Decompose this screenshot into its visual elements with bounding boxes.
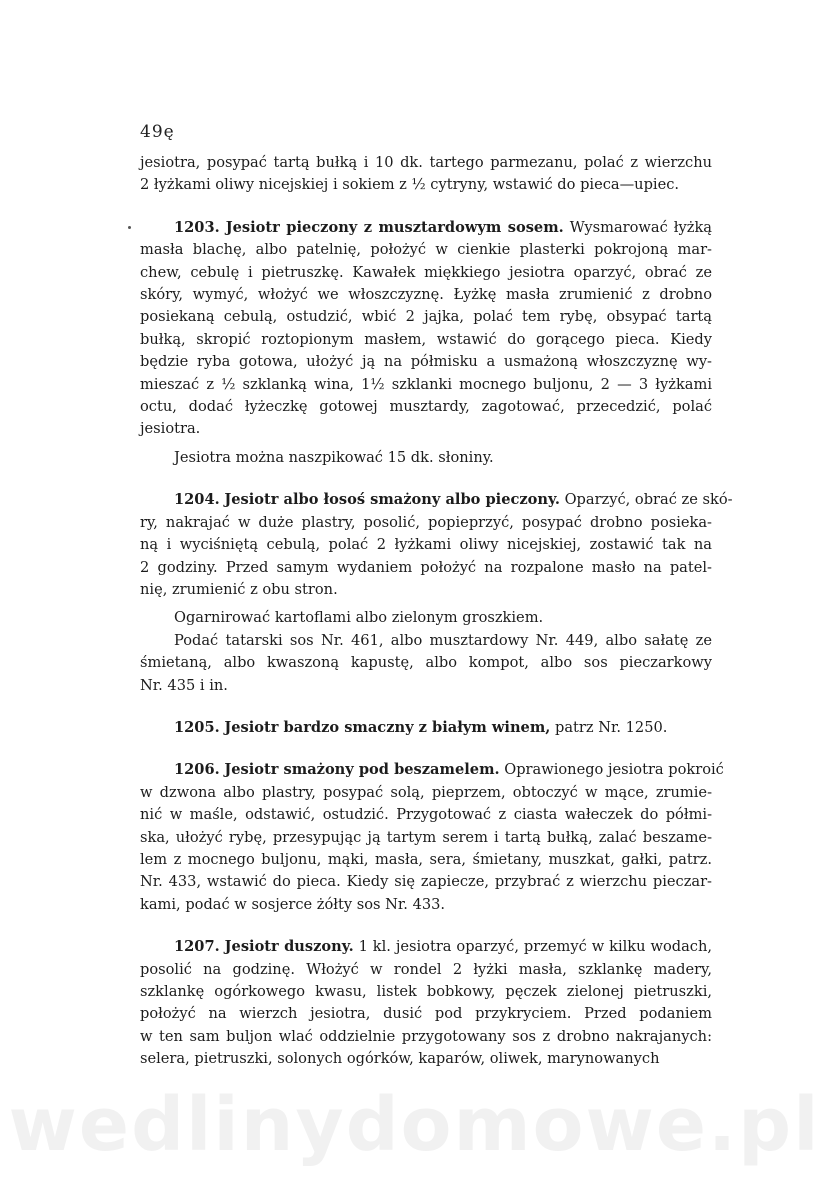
recipe-heading-line [140,936,712,958]
text-line: selera, pietruszki, solonych ogórków, kaparów, oliwek, marynowanych [140,1050,660,1068]
text-line: mieszać z ½ szklanką wina, 1½ szklanki mocnego buljonu, 2 — 3 łyżkami [140,375,712,393]
recipe-1206 [140,759,724,916]
recipe-title: Jesiotr pieczony z musztardowym sosem. [225,218,564,236]
recipe-note [140,607,712,697]
continuation-paragraph [140,152,712,197]
recipe-title: Jesiotr albo łosoś smażony albo pieczony. [224,491,560,509]
text-line: skóry, wymyć, włożyć we włoszczyznę. Łyżkę masła zrumienić z drobno [140,286,712,304]
recipe-1205 [140,717,712,739]
text-line: Nr. 435 i in. [140,676,228,694]
recipe-1203 [140,217,712,441]
watermark: wedlinydomowe.pl [8,1082,821,1168]
text-line: położyć na wierzch jesiotra, dusić pod przykryciem. Przed podaniem [140,1005,712,1023]
text-line: 2 godziny. Przed samym wydaniem położyć na rozpalone masło na patel- [140,558,712,576]
text-line: w ten sam buljon wlać oddzielnie przygotowany sos z drobno nakrajanych: [140,1027,712,1045]
recipe-text: patrz Nr. 1250. [555,718,668,736]
text-line: lem z mocnego buljonu, mąki, masła, sera, śmietany, muszkat, gałki, patrz. [140,850,712,868]
text-line: ska, ułożyć rybę, przesypując ją tartym serem i tartą bułką, zalać beszame- [140,828,712,846]
text-line: masła blachę, albo patelnię, położyć w cienkie plasterki pokrojoną mar- [140,241,712,259]
text-line: Jesiotra można naszpikować 15 dk. słoniny. [174,448,494,466]
recipe-heading-line [140,759,724,781]
recipe-text: Oprawionego jesiotra pokroić [504,761,724,779]
text-line: 2 łyżkami oliwy nicejskiej i sokiem z ½ cytryny, wstawić do pieca—upiec. [140,176,680,194]
text-line: ry, nakrajać w duże plastry, posolić, popieprzyć, posypać drobno posieka- [140,513,712,531]
text-line: octu, dodać łyżeczkę gotowej musztardy, zagotować, przecedzić, polać [140,398,712,416]
text-line: Nr. 433, wstawić do pieca. Kiedy się zapiecze, przybrać z wierzchu pieczar- [140,873,712,891]
text-line: jesiotra, posypać tartą bułką i 10 dk. tartego parmezanu, polać z wierzchu [140,154,712,171]
recipe-text: Oparzyć, obrać ze skó- [564,491,733,509]
text-line: chew, cebulę i pietruszkę. Kawałek miękkiego jesiotra oparzyć, obrać ze [140,263,712,281]
recipe-title: Jesiotr duszony. [224,938,354,956]
recipe-number: 1207. [174,938,220,956]
text-line: ną i wyciśniętą cebulą, polać 2 łyżkami oliwy nicejskiej, zostawić tak na [140,536,712,554]
recipe-text: Wysmarować łyżką [569,218,713,236]
recipe-1207 [140,936,712,1070]
text-line: Ogarnirować kartoflami albo zielonym groszkiem. [174,609,544,627]
text-line: posolić na godzinę. Włożyć w rondel 2 łyżki masła, szklankę madery, [140,960,712,978]
recipe-title: Jesiotr bardzo smaczny z białym winem, [224,718,551,736]
text-line: jesiotra. [140,420,201,438]
text-line: w dzwona albo plastry, posypać solą, pieprzem, obtoczyć w mące, zrumie- [140,783,712,801]
recipe-number: 1205. [174,718,220,736]
scan-speck [128,226,131,229]
recipe-number: 1206. [174,761,220,779]
text-line: nię, zrumienić z obu stron. [140,580,338,598]
recipe-title: Jesiotr smażony pod beszamelem. [224,761,500,779]
page-content [140,152,733,1071]
text-line: kami, podać w sosjerce żółty sos Nr. 433. [140,895,446,913]
text-line: śmietaną, albo kwaszoną kapustę, albo kompot, albo sos pieczarkowy [140,654,712,672]
text-line: Podać tatarski sos Nr. 461, albo musztardowy Nr. 449, albo sałatę ze [174,631,712,649]
recipe-number: 1204. [174,491,220,509]
recipe-1204 [140,489,733,601]
recipe-heading-line [140,717,712,739]
recipe-heading-line [140,217,712,239]
recipe-heading-line [140,489,733,511]
recipe-list [140,217,733,1071]
text-line: posiekaną cebulą, ostudzić, wbić 2 jajka, polać tem rybę, obsypać tartą [140,308,712,326]
recipe-note [140,447,712,469]
text-line: będzie ryba gotowa, ułożyć ją na półmisku a usmażoną włoszczyznę wy- [140,353,712,371]
page-number: 49ę [140,122,175,142]
text-line: szklankę ogórkowego kwasu, listek bobkowy, pęczek zielonej pietruszki, [140,983,712,1000]
recipe-text: 1 kl. jesiotra oparzyć, przemyć w kilku wodach, [358,938,712,956]
recipe-number: 1203. [174,218,220,236]
text-line: bułką, skropić roztopionym masłem, wstawić do gorącego pieca. Kiedy [140,330,712,348]
text-line: nić w maśle, odstawić, ostudzić. Przygotować z ciasta wałeczek do półmi- [140,806,712,824]
